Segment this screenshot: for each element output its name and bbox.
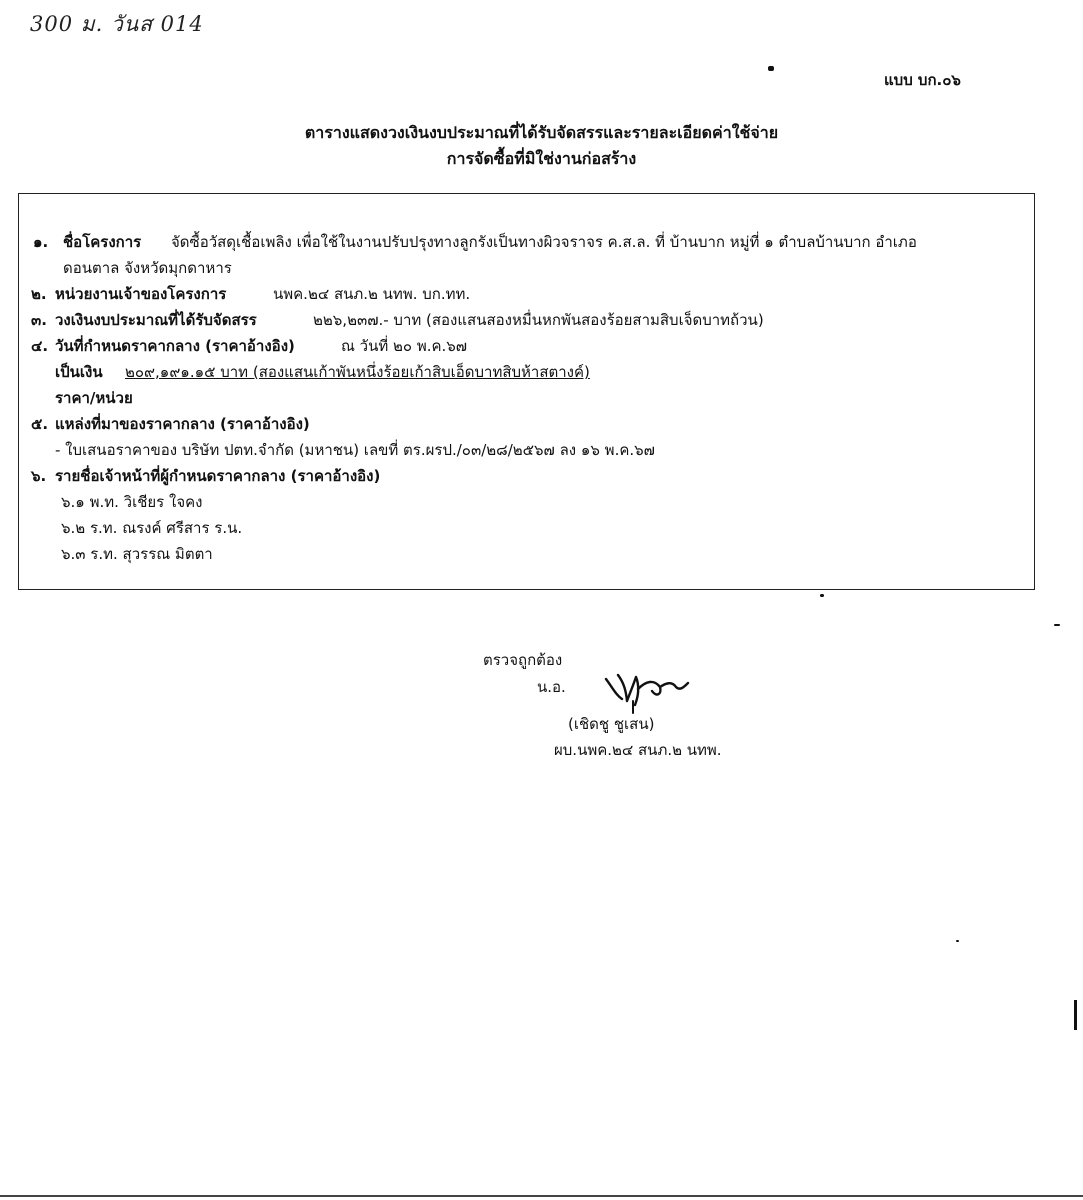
item3-label: วงเงินงบประมาณที่ได้รับจัดสรร: [55, 311, 257, 329]
item2-label: หน่วยงานเจ้าของโครงการ: [55, 285, 227, 303]
item4-text: ณ วันที่ ๒๐ พ.ค.๖๗: [341, 337, 468, 355]
form-code: แบบ บก.๐๖: [884, 71, 961, 89]
item3-number: ๓.: [31, 311, 47, 329]
officer-1: ๖.๑ พ.ท. วิเชียร ใจคง: [61, 493, 203, 511]
handwritten-note: 300 ม. วันส 014: [30, 12, 204, 36]
item6-number: ๖.: [31, 467, 47, 485]
document-title-line1: ตารางแสดงวงเงินงบประมาณที่ได้รับจัดสรรและรายละเอียดค่าใช้จ่าย: [304, 123, 779, 142]
item1-text-line2: ดอนตาล จังหวัดมุกดาหาร: [63, 259, 232, 277]
scan-speck: [1054, 624, 1060, 626]
officer-2: ๖.๒ ร.ท. ณรงค์ ศรีสาร ร.น.: [61, 519, 243, 537]
document-title-line2: การจัดซื้อที่มิใช่งานก่อสร้าง: [446, 149, 637, 168]
item3-text: ๒๒๖,๒๓๗.- บาท (สองแสนสองหมื่นหกพันสองร้อยสามสิบเจ็ดบาทถ้วน): [313, 311, 764, 329]
scan-speck: [956, 940, 959, 942]
signer-name: (เชิดชู ชูเสน): [568, 715, 655, 733]
handwritten-signature: [600, 665, 695, 715]
item4-unit-label: ราคา/หน่วย: [55, 389, 133, 407]
item5-number: ๕.: [31, 415, 49, 433]
item5-label: แหล่งที่มาของราคากลาง (ราคาอ้างอิง): [55, 415, 310, 433]
item1-text-line1: จัดซื้อวัสดุเชื้อเพลิง เพื่อใช้ในงานปรับปรุงทางลูกรังเป็นทางผิวจราจร ค.ส.ล. ที่ บ้านบาก หมู่ที่ ๑ ตำบลบ้านบาก อำเภอ: [171, 233, 917, 251]
item4-amount-label: เป็นเงิน: [55, 363, 103, 381]
item2-text: นพค.๒๔ สนภ.๒ นทพ. บก.ทท.: [273, 285, 471, 303]
stray-mark: [768, 66, 774, 71]
item1-label: ชื่อโครงการ: [63, 233, 142, 251]
scan-speck: [1074, 1000, 1077, 1030]
item1-number: ๑.: [33, 233, 49, 251]
details-box: [18, 193, 1035, 590]
signer-rank: น.อ.: [537, 678, 566, 696]
item4-amount-text: ๒๐๙,๑๙๑.๑๕ บาท (สองแสนเก้าพันหนึ่งร้อยเก้าสิบเอ็ดบาทสิบห้าสตางค์): [125, 363, 590, 381]
officer-3: ๖.๓ ร.ท. สุวรรณ มิตตา: [61, 545, 213, 563]
item4-number: ๔.: [31, 337, 49, 355]
item6-label: รายชื่อเจ้าหน้าที่ผู้กำหนดราคากลาง (ราคาอ้างอิง): [55, 467, 381, 485]
item5-text: - ใบเสนอราคาของ บริษัท ปตท.จำกัด (มหาชน) เลขที่ ตร.ผรป./๐๓/๒๘/๒๕๖๗ ลง ๑๖ พ.ค.๖๗: [55, 441, 655, 459]
signer-position: ผบ.นพค.๒๔ สนภ.๒ นทพ.: [554, 741, 722, 759]
verified-label: ตรวจถูกต้อง: [483, 651, 563, 669]
item2-number: ๒.: [31, 285, 47, 303]
scan-speck: [820, 594, 824, 597]
scan-bottom-edge: [0, 1195, 1083, 1197]
item4-label: วันที่กำหนดราคากลาง (ราคาอ้างอิง): [55, 337, 295, 355]
